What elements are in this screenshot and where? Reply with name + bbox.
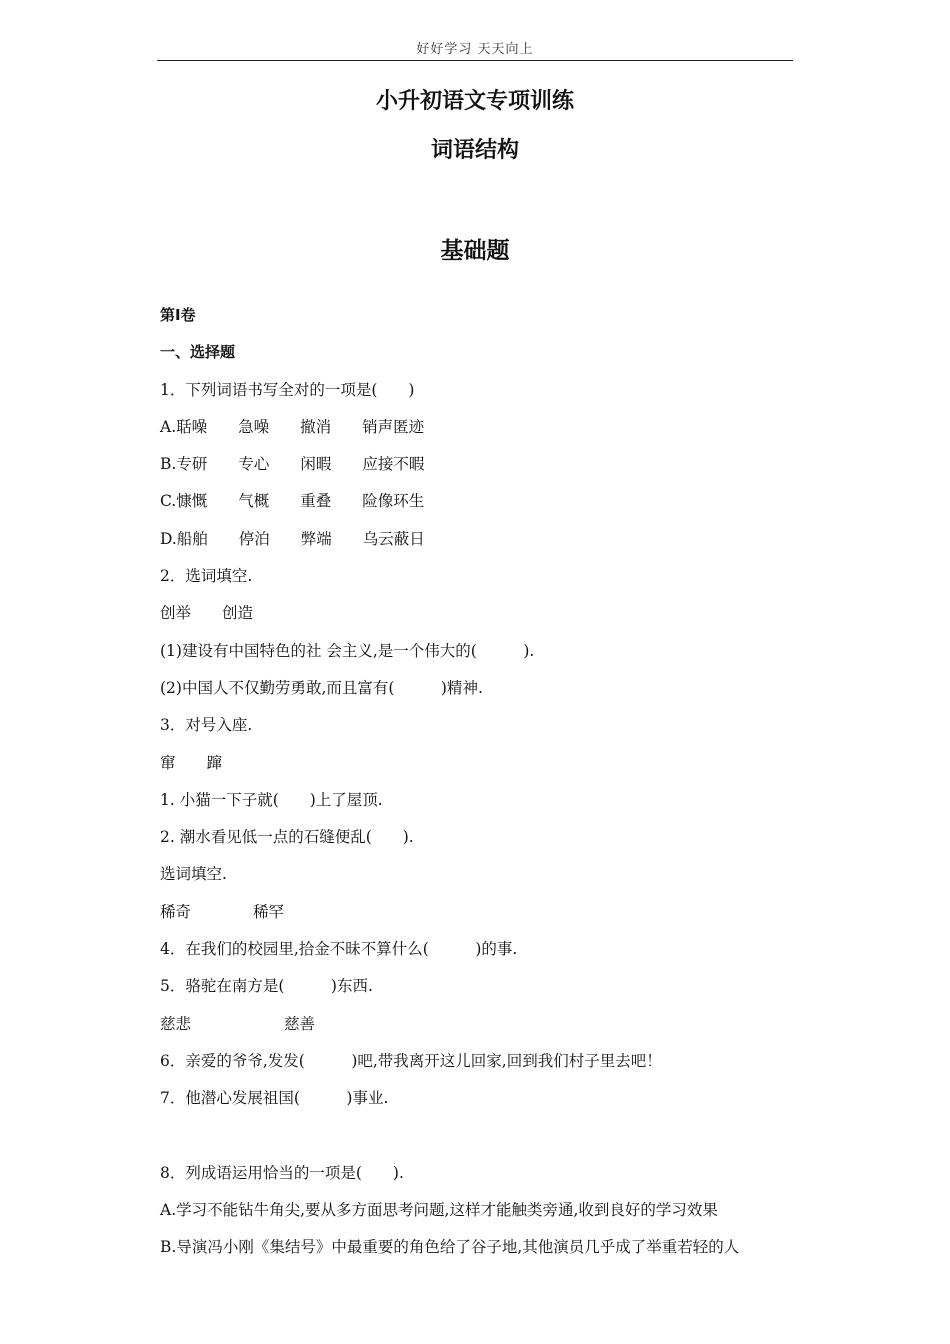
question-5: 5．骆驼在南方是( )东西. <box>160 977 373 996</box>
part-heading: 一、选择题 <box>160 343 236 362</box>
instruction-fill: 选词填空. <box>160 865 227 884</box>
option-1d: D.船舶 停泊 弊端 乌云蔽日 <box>160 529 425 548</box>
question-1: 1．下列词语书写全对的一项是( ) <box>160 380 415 399</box>
blank-spacer <box>160 1124 800 1161</box>
option-1b: B.专研 专心 闲暇 应接不暇 <box>160 455 425 474</box>
question-3-2: 2. 潮水看见低一点的石缝便乱( ). <box>160 828 414 847</box>
option-8b: B.导演冯小刚《集结号》中最重要的角色给了谷子地,其他演员几乎成了举重若轻的人 <box>160 1238 740 1257</box>
document-title: 小升初语文专项训练 <box>375 89 574 114</box>
option-8a: A.学习不能钻牛角尖,要从多方面思考问题,这样才能触类旁通,收到良好的学习效果 <box>160 1200 718 1219</box>
option-1a: A.聒噪 急噪 撤消 销声匿迹 <box>160 417 425 436</box>
question-8: 8．列成语运用恰当的一项是( ). <box>160 1163 404 1182</box>
word-choices-6-7: 慈悲 慈善 <box>160 1014 316 1033</box>
question-2-2: (2)中国人不仅勤劳勇敢,而且富有( )精神. <box>160 678 483 697</box>
question-3-1: 1. 小猫一下子就( )上了屋顶. <box>160 790 383 809</box>
volume-heading: 第Ⅰ卷 <box>160 306 196 324</box>
document-subtitle: 词语结构 <box>430 138 519 163</box>
question-3: 3．对号入座. <box>160 716 253 735</box>
question-2: 2．选词填空. <box>160 567 253 586</box>
question-4: 4．在我们的校园里,拾金不昧不算什么( )的事. <box>160 940 518 959</box>
question-6: 6．亲爱的爷爷,发发( )吧,带我离开这儿回家,回到我们村子里去吧！ <box>160 1051 662 1070</box>
question-7: 7．他潜心发展祖国( )事业. <box>160 1089 389 1108</box>
option-1c: C.慷慨 气概 重叠 险像环生 <box>160 492 425 511</box>
word-choices-3: 窜 蹿 <box>160 753 223 772</box>
page-header: 好好学习 天天向上 <box>416 42 534 57</box>
question-body <box>160 303 800 1272</box>
header-rule <box>157 60 793 61</box>
word-choices-2: 创举 创造 <box>160 604 254 623</box>
question-2-1: (1)建设有中国特色的社 会主义,是一个伟大的( ). <box>160 641 535 660</box>
word-choices-4-5: 稀奇 稀罕 <box>160 902 285 921</box>
section-title: 基础题 <box>440 238 510 264</box>
